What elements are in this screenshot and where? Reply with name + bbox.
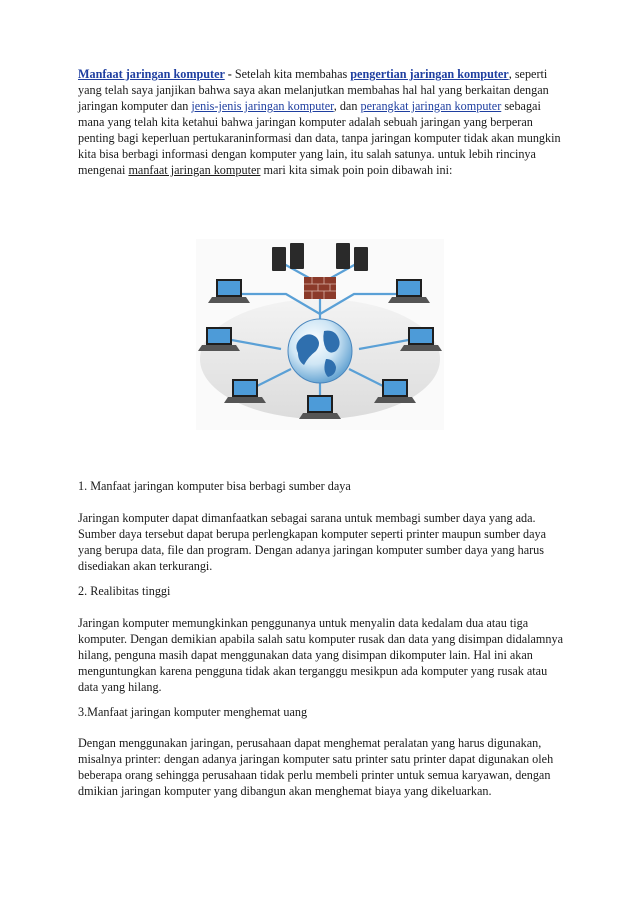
globe-icon <box>288 319 352 383</box>
intro-text-2: , seperti yang telah saya janjikan bahwa saya akan melanjutkan membahas hal hal yang berkaitan dengan jaringan komputer dan <box>78 67 549 113</box>
separator: - <box>224 67 235 81</box>
section-3-heading-block <box>78 704 570 720</box>
perangkat-link[interactable]: perangkat jaringan komputer <box>360 99 502 113</box>
intro-paragraph <box>78 66 570 178</box>
intro-text-3: , dan <box>333 99 361 113</box>
section-body: Jaringan komputer memungkinkan penggunanya untuk menyalin data kedalam dua atau tiga komputer. Dengan demikian apabila salah satu komputer rusak dan data yang disimpan didalamnya hilang, penguna masih dapat menggunakan data yang disimpan dikomputer lain. Hal ini akan menguntungkan karena pengguna tidak akan terganggu mesikpun ada komputer yang rusak atau data yang hilang. <box>78 616 563 694</box>
jenis-link[interactable]: jenis-jenis jaringan komputer <box>191 99 334 113</box>
title-link[interactable]: Manfaat jaringan komputer <box>78 67 225 81</box>
section-heading: 3.Manfaat jaringan komputer menghemat uang <box>78 705 308 719</box>
pengertian-link[interactable]: pengertian jaringan komputer <box>350 67 509 81</box>
intro-text-5: mari kita simak poin poin dibawah ini: <box>260 163 453 177</box>
intro-text-1: Setelah kita membahas <box>234 67 351 81</box>
firewall-icon <box>304 277 336 299</box>
intro-text-4: sebagai mana yang telah kita ketahui bahwa jaringan komputer adalah sebuah jaringan yang berperan penting bagi keperluan pertukaraninformasi dan data, tanpa jaringan komputer tidak akan mungkin kita bisa berbagi informasi dengan komputer yang lain, itu salah satunya. untuk lebih rincinya mengenai <box>78 99 561 177</box>
section-body: Dengan menggunakan jaringan, perusahaan dapat menghemat peralatan yang harus digunakan, misalnya printer: dengan adanya jaringan komputer satu printer satu printer dapat digunakan oleh beberapa orang sehingga perusahaan tidak perlu membeli printer untuk semua karyawan, dengan dmikian jaringan komputer yang dibangun akan menghemat biaya yang dikeluarkan. <box>78 736 554 798</box>
section-3-body-block <box>78 735 570 799</box>
section-2-heading-block <box>78 583 570 599</box>
network-illustration <box>196 239 444 430</box>
section-heading: 1. Manfaat jaringan komputer bisa berbagi sumber daya <box>78 479 351 493</box>
underlined-phrase: manfaat jaringan komputer <box>128 163 261 177</box>
intro-block <box>78 66 570 178</box>
section-2-body-block <box>78 615 570 695</box>
section-1-heading-block <box>78 478 570 494</box>
section-heading: 2. Realibitas tinggi <box>78 584 171 598</box>
section-1-body-block <box>78 510 570 574</box>
section-body: Jaringan komputer dapat dimanfaatkan sebagai sarana untuk membagi sumber daya yang ada. Sumber daya tersebut dapat berupa perlengkapan komputer seperti printer maupun sumber daya yang berupa data, file dan program. Dengan adanya jaringan komputer sumber daya yang harus disediakan akan terkurangi. <box>78 511 547 573</box>
